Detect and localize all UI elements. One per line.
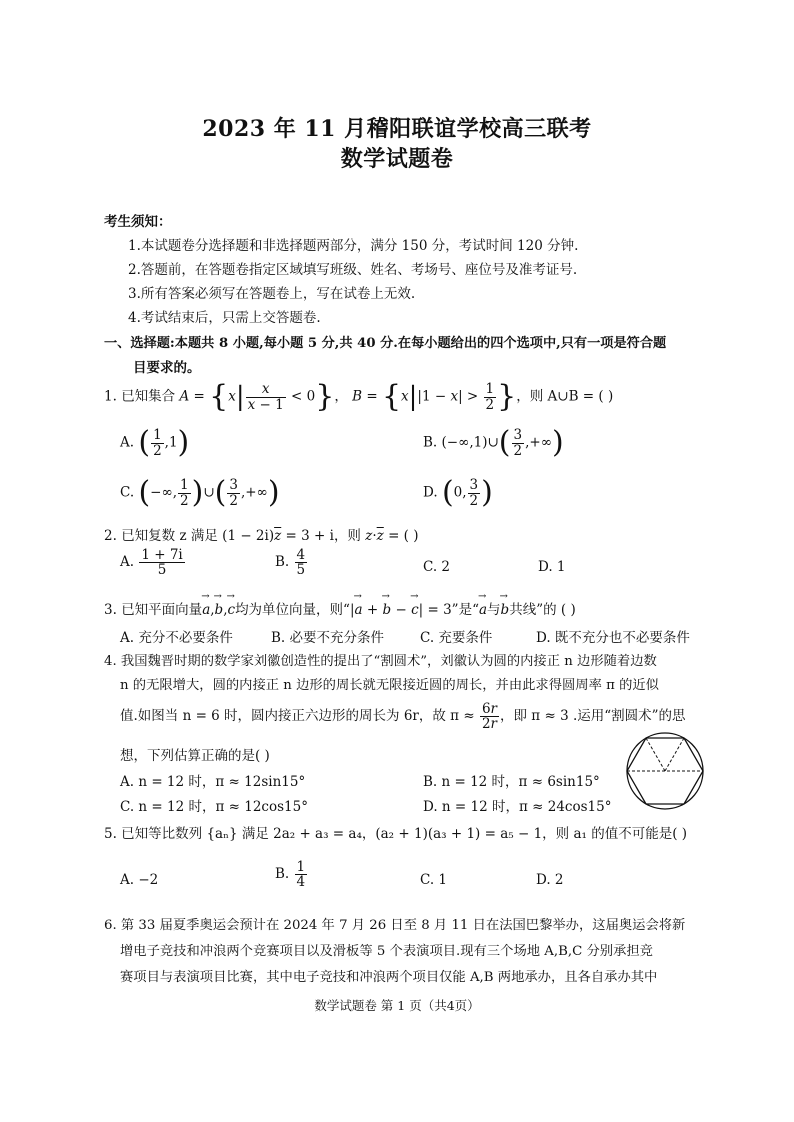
- question-2-stem: 2. 已知复数 z 满足 $(1 - 2i)\overline{z} = 3 + i$，则 $z\cdot\overline{z}$ = ( ): [104, 528, 419, 544]
- notice-item-1: 1.本试题卷分选择题和非选择题两部分，满分 150 分，考试时间 120 分钟.: [128, 238, 579, 254]
- notice-item-2: 2.答题前，在答题卷指定区域填写班级、姓名、考场号、座位号及准考证号.: [128, 262, 578, 278]
- question-1-option-d: D. (0, $\frac{3}{2}$ ): [423, 475, 493, 510]
- notice-item-3: 3.所有答案必须写在答题卷上，写在试卷上无效.: [128, 286, 416, 302]
- question-3-option-d: D. 既不充分也不必要条件: [536, 630, 690, 646]
- question-6-line2: 增电子竞技和冲浪两个竞赛项目以及滑板等 5 个表演项目.现有三个场地 A,B,C 分别承担竞: [120, 944, 653, 959]
- question-5-option-a: A. −2: [120, 872, 159, 888]
- question-1-option-c: C. (−∞, $\frac{1}{2}$ )∪( $\frac{3}{2}$ ,+∞): [120, 475, 280, 510]
- question-6-line1: 6. 第 33 届夏季奥运会预计在 2024 年 7 月 26 日至 8 月 11 日在法国巴黎举办，这届奥运会将新: [104, 918, 686, 933]
- question-4-line3: 值.如图当 n = 6 时，圆内接正六边形的周长为 6r，故 π ≈ $\frac{6r}{2r}$ ，即 π ≈ 3 .运用“割圆术”的思: [120, 701, 686, 733]
- page-footer: 数学试题卷 第 1 页（共4页）: [314, 998, 480, 1013]
- question-2-option-a: A. $\frac{1 + 7i}{5}$: [120, 547, 183, 579]
- question-4-line4: 想，下列估算正确的是( ): [120, 748, 270, 764]
- question-1-option-a: A. ( $\frac{1}{2}$ ,1): [120, 425, 190, 460]
- question-5-option-b: B. $\frac{1}{4}$: [275, 859, 306, 891]
- exam-subtitle: 数学试题卷: [340, 146, 454, 172]
- question-4-option-a: A. n = 12 时，π ≈ 12sin15°: [120, 774, 306, 790]
- question-3-option-b: B. 必要不充分条件: [271, 630, 385, 646]
- question-4-line1: 4. 我国魏晋时期的数学家刘徽创造性的提出了“割圆术”，刘徽认为圆的内接正 n 边形随着边数: [104, 654, 657, 669]
- question-4-option-d: D. n = 12 时，π ≈ 24cos15°: [423, 799, 612, 815]
- notice-item-4: 4.考试结束后，只需上交答题卷.: [128, 310, 321, 326]
- notice-heading: 考生须知：: [104, 214, 172, 230]
- question-2-option-b: B. $\frac{4}{5}$: [275, 547, 306, 579]
- question-2-option-d: D. 1: [538, 559, 566, 575]
- question-2-option-c: C. 2: [423, 559, 451, 575]
- question-3-option-c: C. 充要条件: [420, 630, 493, 646]
- section-heading-line1: 一、选择题:本题共 8 小题,每小题 5 分,共 40 分.在每小题给出的四个选项中,只有一项是符合题: [104, 336, 667, 351]
- question-4-option-b: B. n = 12 时，π ≈ 6sin15°: [423, 774, 600, 790]
- question-6-line3: 赛项目与表演项目比赛，其中电子竞技和冲浪两个项目仅能 A,B 两地承办，且各自承办其中: [120, 970, 658, 985]
- question-1-stem: 1. 已知集合 A = {x| $\frac{x}{x - 1}$ < 0}， B = {x||1 − x| > $\frac{1}{2}$ }，则 A∪B = ( ): [104, 379, 614, 414]
- question-3-option-a: A. 充分不必要条件: [120, 630, 233, 646]
- question-5-stem: 5. 已知等比数列 {aₙ} 满足 2a₂ + a₃ = a₄，(a₂ + 1)(a₃ + 1) = a₅ − 1，则 a₁ 的值不可能是( ): [104, 826, 688, 842]
- question-5-option-c: C. 1: [420, 872, 448, 888]
- question-5-option-d: D. 2: [536, 872, 564, 888]
- question-4-line2: n 的无限增大，圆的内接正 n 边形的周长就无限接近圆的周长，并由此求得圆周率 π 的近似: [120, 678, 659, 693]
- question-1-option-b: B. (−∞,1)∪( $\frac{3}{2}$ ,+∞): [423, 425, 564, 460]
- inscribed-hexagon-figure: [624, 730, 706, 812]
- question-3-stem: 3. 已知平面向量→ a,→ b,→ c均为单位向量，则“|→ a + → b − → c| = 3”是“→ a与→ b共线”的 ( ): [104, 598, 576, 618]
- exam-title: 2023 年 11 月稽阳联谊学校高三联考: [202, 116, 592, 142]
- question-4-option-c: C. n = 12 时，π ≈ 12cos15°: [120, 799, 308, 815]
- section-heading-line2: 目要求的。: [133, 360, 201, 376]
